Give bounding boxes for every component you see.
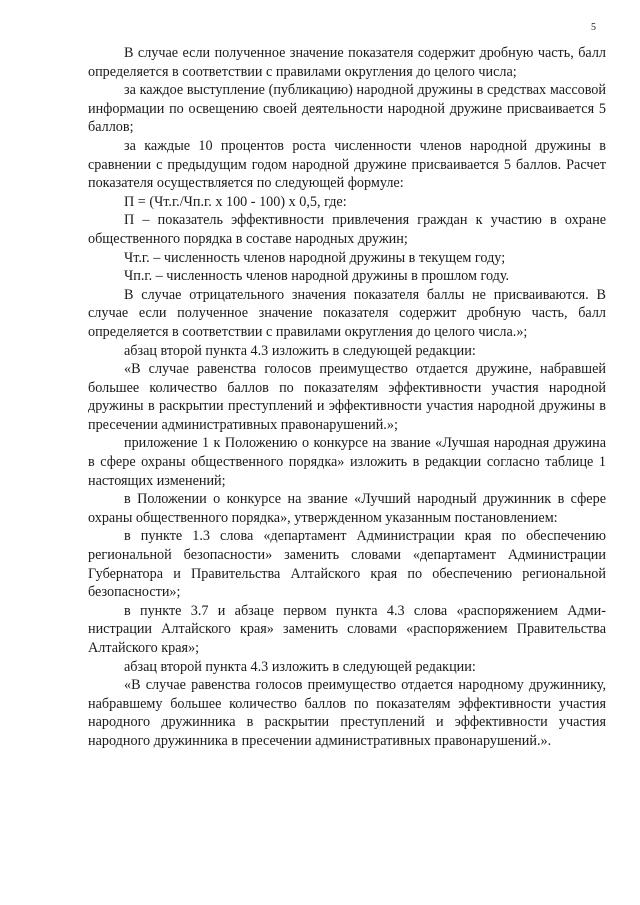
paragraph: Чт.г. – численность членов народной дружины в текущем году; (124, 249, 506, 266)
paragraph: приложение 1 к Положению о конкурсе на звание «Лучшая народная дружина в сфере охраны общественного порядка» изложить в редакции согласно таблице 1 настоящих изменений; (88, 435, 606, 489)
paragraph: В случае отрицательного значения показателя баллы не присваиваются. В случае если полученное значение показателя содержит дробную часть, балл определяется в соответствии с правилами округления до целого числа.»; (88, 286, 606, 340)
paragraph: абзац второй пункта 4.3 изложить в следующей редакции: (124, 658, 476, 675)
paragraph: «В случае равенства голосов преимущество отдается народному дружиннику, набравшему большее количество баллов по показателям эффективности участия народного дружинника в раскрытии преступлений и эффективности участия народного дружинника в пресечении административных правонарушений.». (88, 677, 606, 749)
paragraph: абзац второй пункта 4.3 изложить в следующей редакции: (124, 342, 476, 359)
paragraph: в Положении о конкурсе на звание «Лучший народный дружинник в сфере охраны общественного порядка», утвержденном указанным постановлением: (88, 491, 606, 526)
paragraph: «В случае равенства голосов преимущество отдается дружине, набравшей большее количество баллов по показателям эффективности участия народной дружины в раскрытии преступлений и эффективности участия народной дружины в пресечении административных правонарушений.»; (88, 361, 606, 433)
document-body (88, 44, 606, 751)
paragraph: в пункте 1.3 слова «департамент Администрации края по обеспечению региональной безопасности» заменить словами «департамент Администрации Губернатора и Правительства Алтайского края по обеспечению региональной безопасности»; (88, 528, 606, 601)
page-number: 5 (591, 22, 596, 33)
paragraph: в пункте 3.7 и абзаце первом пункта 4.3 слова «распоряжением Администрации Алтайского края» заменить словами «распоряжением Правительства Алтайского края»; (88, 602, 606, 656)
paragraph: Чп.г. – численность членов народной дружины в прошлом году. (124, 268, 510, 285)
formula: П = (Чт.г./Чп.г. х 100 - 100) х 0,5, где: (124, 193, 347, 210)
paragraph: П – показатель эффективности привлечения граждан к участию в охране общественного порядка в составе народных дружин; (88, 212, 606, 247)
paragraph: В случае если полученное значение показателя содержит дробную часть, балл определяется в соответствии с правилами округления до целого числа; (88, 45, 606, 80)
paragraph: за каждое выступление (публикацию) народной дружины в средствах массовой информации по освещению своей деятельности народной дружине присваивается 5 баллов; (88, 82, 606, 136)
paragraph: за каждые 10 процентов роста численности членов народной дружины в сравнении с предыдущим годом народной дружине присваивается 5 баллов. Расчет показателя осуществляется по следующей формуле: (88, 137, 606, 192)
